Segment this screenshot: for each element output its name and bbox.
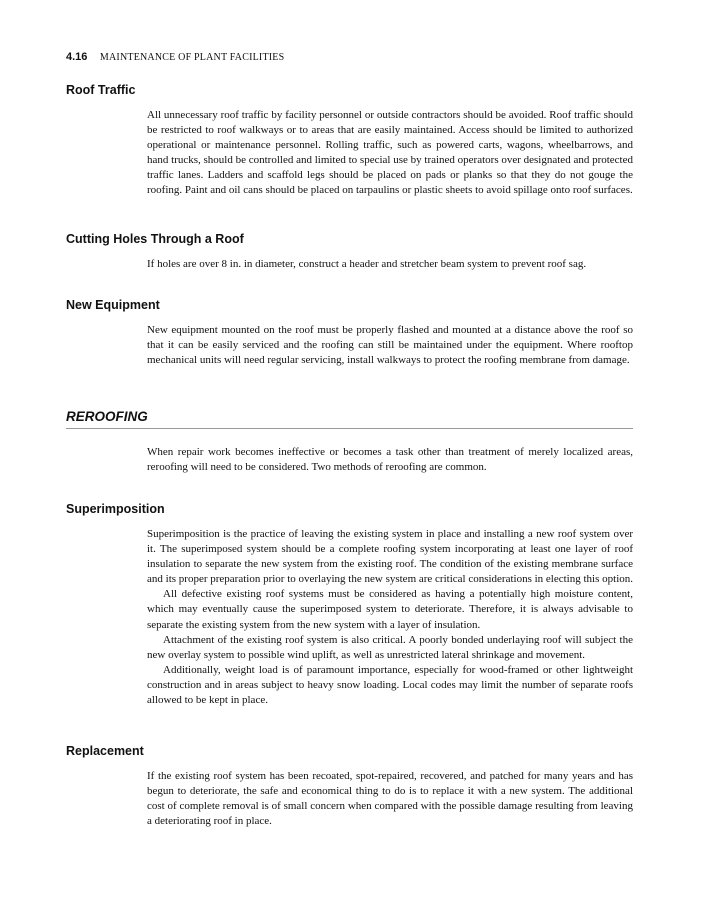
heading-roof-traffic: Roof Traffic <box>66 83 136 97</box>
heading-superimposition: Superimposition <box>66 502 165 516</box>
section-replacement-body <box>147 769 633 829</box>
heading-reroofing: REROOFING <box>66 409 148 424</box>
paragraph: Additionally, weight load is of paramount importance, especially for wood-framed or other lightweight construction and in areas subject to heavy snow loading. Local codes may limit the number of separate roofs allowed to be kept in place. <box>147 663 633 707</box>
paragraph: Attachment of the existing roof system is also critical. A poorly bonded underlaying roof will subject the new overlay system to possible wind uplift, as well as unrestricted lateral shrinkage and movement. <box>147 633 633 661</box>
section-new-equipment-body <box>147 323 633 368</box>
section-divider <box>66 428 633 429</box>
running-title: MAINTENANCE OF PLANT FACILITIES <box>99 52 285 63</box>
heading-new-equipment: New Equipment <box>66 298 160 312</box>
paragraph: New equipment mounted on the roof must be properly flashed and mounted at a distance above the roof so that it can be easily serviced and the roofing can still be maintained under the equipment. Where rooftop mechanical units will need regular servicing, install walkways to protect the roofing membrane from damage. <box>147 324 633 367</box>
heading-cutting-holes: Cutting Holes Through a Roof <box>66 232 244 246</box>
page-number: 4.16 <box>66 51 88 63</box>
section-superimposition-body <box>147 527 633 708</box>
section-reroofing-body <box>147 445 633 475</box>
section-cutting-holes-body <box>147 257 633 272</box>
paragraph: When repair work becomes ineffective or becomes a task other than treatment of merely localized areas, reroofing will need to be considered. Two methods of reroofing are common. <box>147 446 633 474</box>
running-header <box>66 51 284 63</box>
paragraph: If the existing roof system has been recoated, spot-repaired, recovered, and patched for many years and has begun to deteriorate, the safe and economical thing to do is to replace it with a new system. The additional cost of complete removal is of small concern when compared with the possible damage resulting from leaving a deteriorating roof in place. <box>147 770 633 828</box>
section-roof-traffic-body <box>147 108 633 199</box>
paragraph: If holes are over 8 in. in diameter, construct a header and stretcher beam system to prevent roof sag. <box>147 258 587 270</box>
paragraph: Superimposition is the practice of leaving the existing system in place and installing a new roof system over it. The superimposed system should be a complete roofing system incorporating at least one layer of roof insulation to separate the new system from the existing roof. The condition of the existing membrane surface and its proper preparation prior to overlaying the new system are critical considerations in electing this option. <box>147 528 633 586</box>
paragraph: All defective existing roof systems must be considered as having a potentially high moisture content, which may eventually cause the superimposed system to deteriorate. Therefore, it is always advisable to separate the existing system from the new system with a layer of insulation. <box>147 588 633 631</box>
paragraph: All unnecessary roof traffic by facility personnel or outside contractors should be avoided. Roof traffic should be restricted to roof walkways or to areas that are easily maintained. Access should be limited to authorized operational or maintenance personnel. Rolling traffic, such as powered carts, wagons, wheelbarrows, and hand trucks, should be controlled and limited to special use by trained operators over designated and protected traffic lanes. Ladders and scaffold legs should be placed on pads or planks so that they do not gouge the roofing. Paint and oil cans should be placed on tarpaulins or plastic sheets to avoid spillage onto roof surfaces. <box>147 109 633 197</box>
heading-replacement: Replacement <box>66 744 144 758</box>
